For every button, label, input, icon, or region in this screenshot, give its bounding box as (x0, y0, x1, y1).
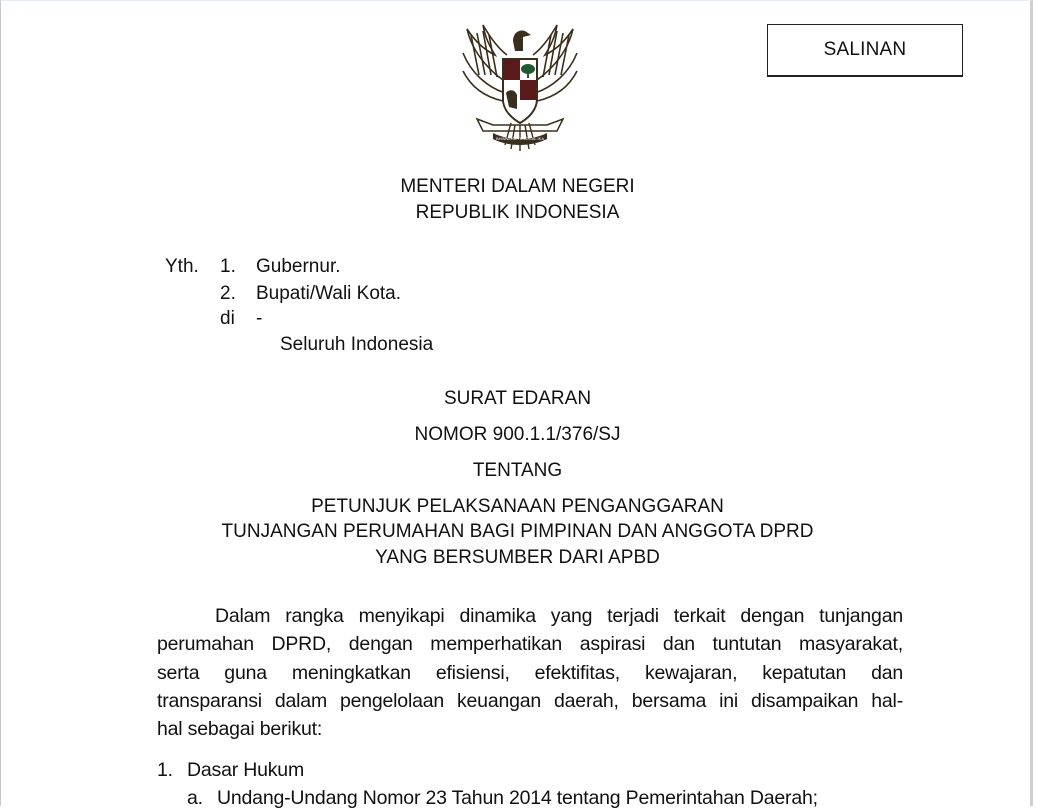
emblem-motto: BHINNEKA TUNGGAL IKA (495, 136, 545, 141)
paragraph-line-4: transparansi dalam pengelolaan keuangan daerah, bersama ini disampaikan hal- (157, 690, 903, 712)
doc-type: SURAT EDARAN (443, 388, 592, 409)
location-dash: - (256, 308, 263, 329)
subject-line-1: PETUNJUK PELAKSANAAN PENGANGGARAN (311, 496, 724, 517)
paragraph-line-2: perumahan DPRD, dengan memperhatikan aspirasi dan tuntutan masyarakat, (157, 633, 903, 655)
issuer-line-1: MENTERI DALAM NEGERI (400, 176, 635, 197)
about-label: TENTANG (472, 460, 563, 481)
garuda-emblem-icon (453, 15, 587, 157)
subject-line-2: TUNJANGAN PERUMAHAN BAGI PIMPINAN DAN ANGGOTA DPRD (221, 521, 814, 542)
item-text-a: Undang-Undang Nomor 23 Tahun 2014 tentang Pemerintahan Daerah; (217, 787, 818, 809)
issuer-line-2: REPUBLIK INDONESIA (415, 202, 620, 223)
paragraph-line-5: hal sebagai berikut: (157, 718, 323, 740)
recipient-number-2: 2. (220, 283, 236, 304)
stamp-label: SALINAN (823, 39, 907, 60)
paragraph-line-3: serta guna meningkatkan efisiensi, efektifitas, kewajaran, kepatutan dan (157, 662, 903, 684)
recipient-name-2: Bupati/Wali Kota. (256, 283, 402, 304)
item-letter-a: a. (187, 787, 203, 809)
salutation: Yth. (165, 256, 199, 277)
doc-number: NOMOR 900.1.1/376/SJ (414, 424, 621, 445)
salinan-stamp (767, 24, 963, 77)
location: Seluruh Indonesia (280, 334, 434, 355)
recipient-number-1: 1. (220, 256, 236, 277)
recipient-name-1: Gubernur. (256, 256, 341, 277)
paragraph-line-1: Dalam rangka menyikapi dinamika yang terjadi terkait dengan tunjangan (215, 605, 903, 627)
section-number-1: 1. (157, 759, 173, 781)
location-prefix: di (220, 308, 235, 329)
subject-line-3: YANG BERSUMBER DARI APBD (375, 547, 660, 568)
section-heading-1: Dasar Hukum (187, 759, 304, 781)
